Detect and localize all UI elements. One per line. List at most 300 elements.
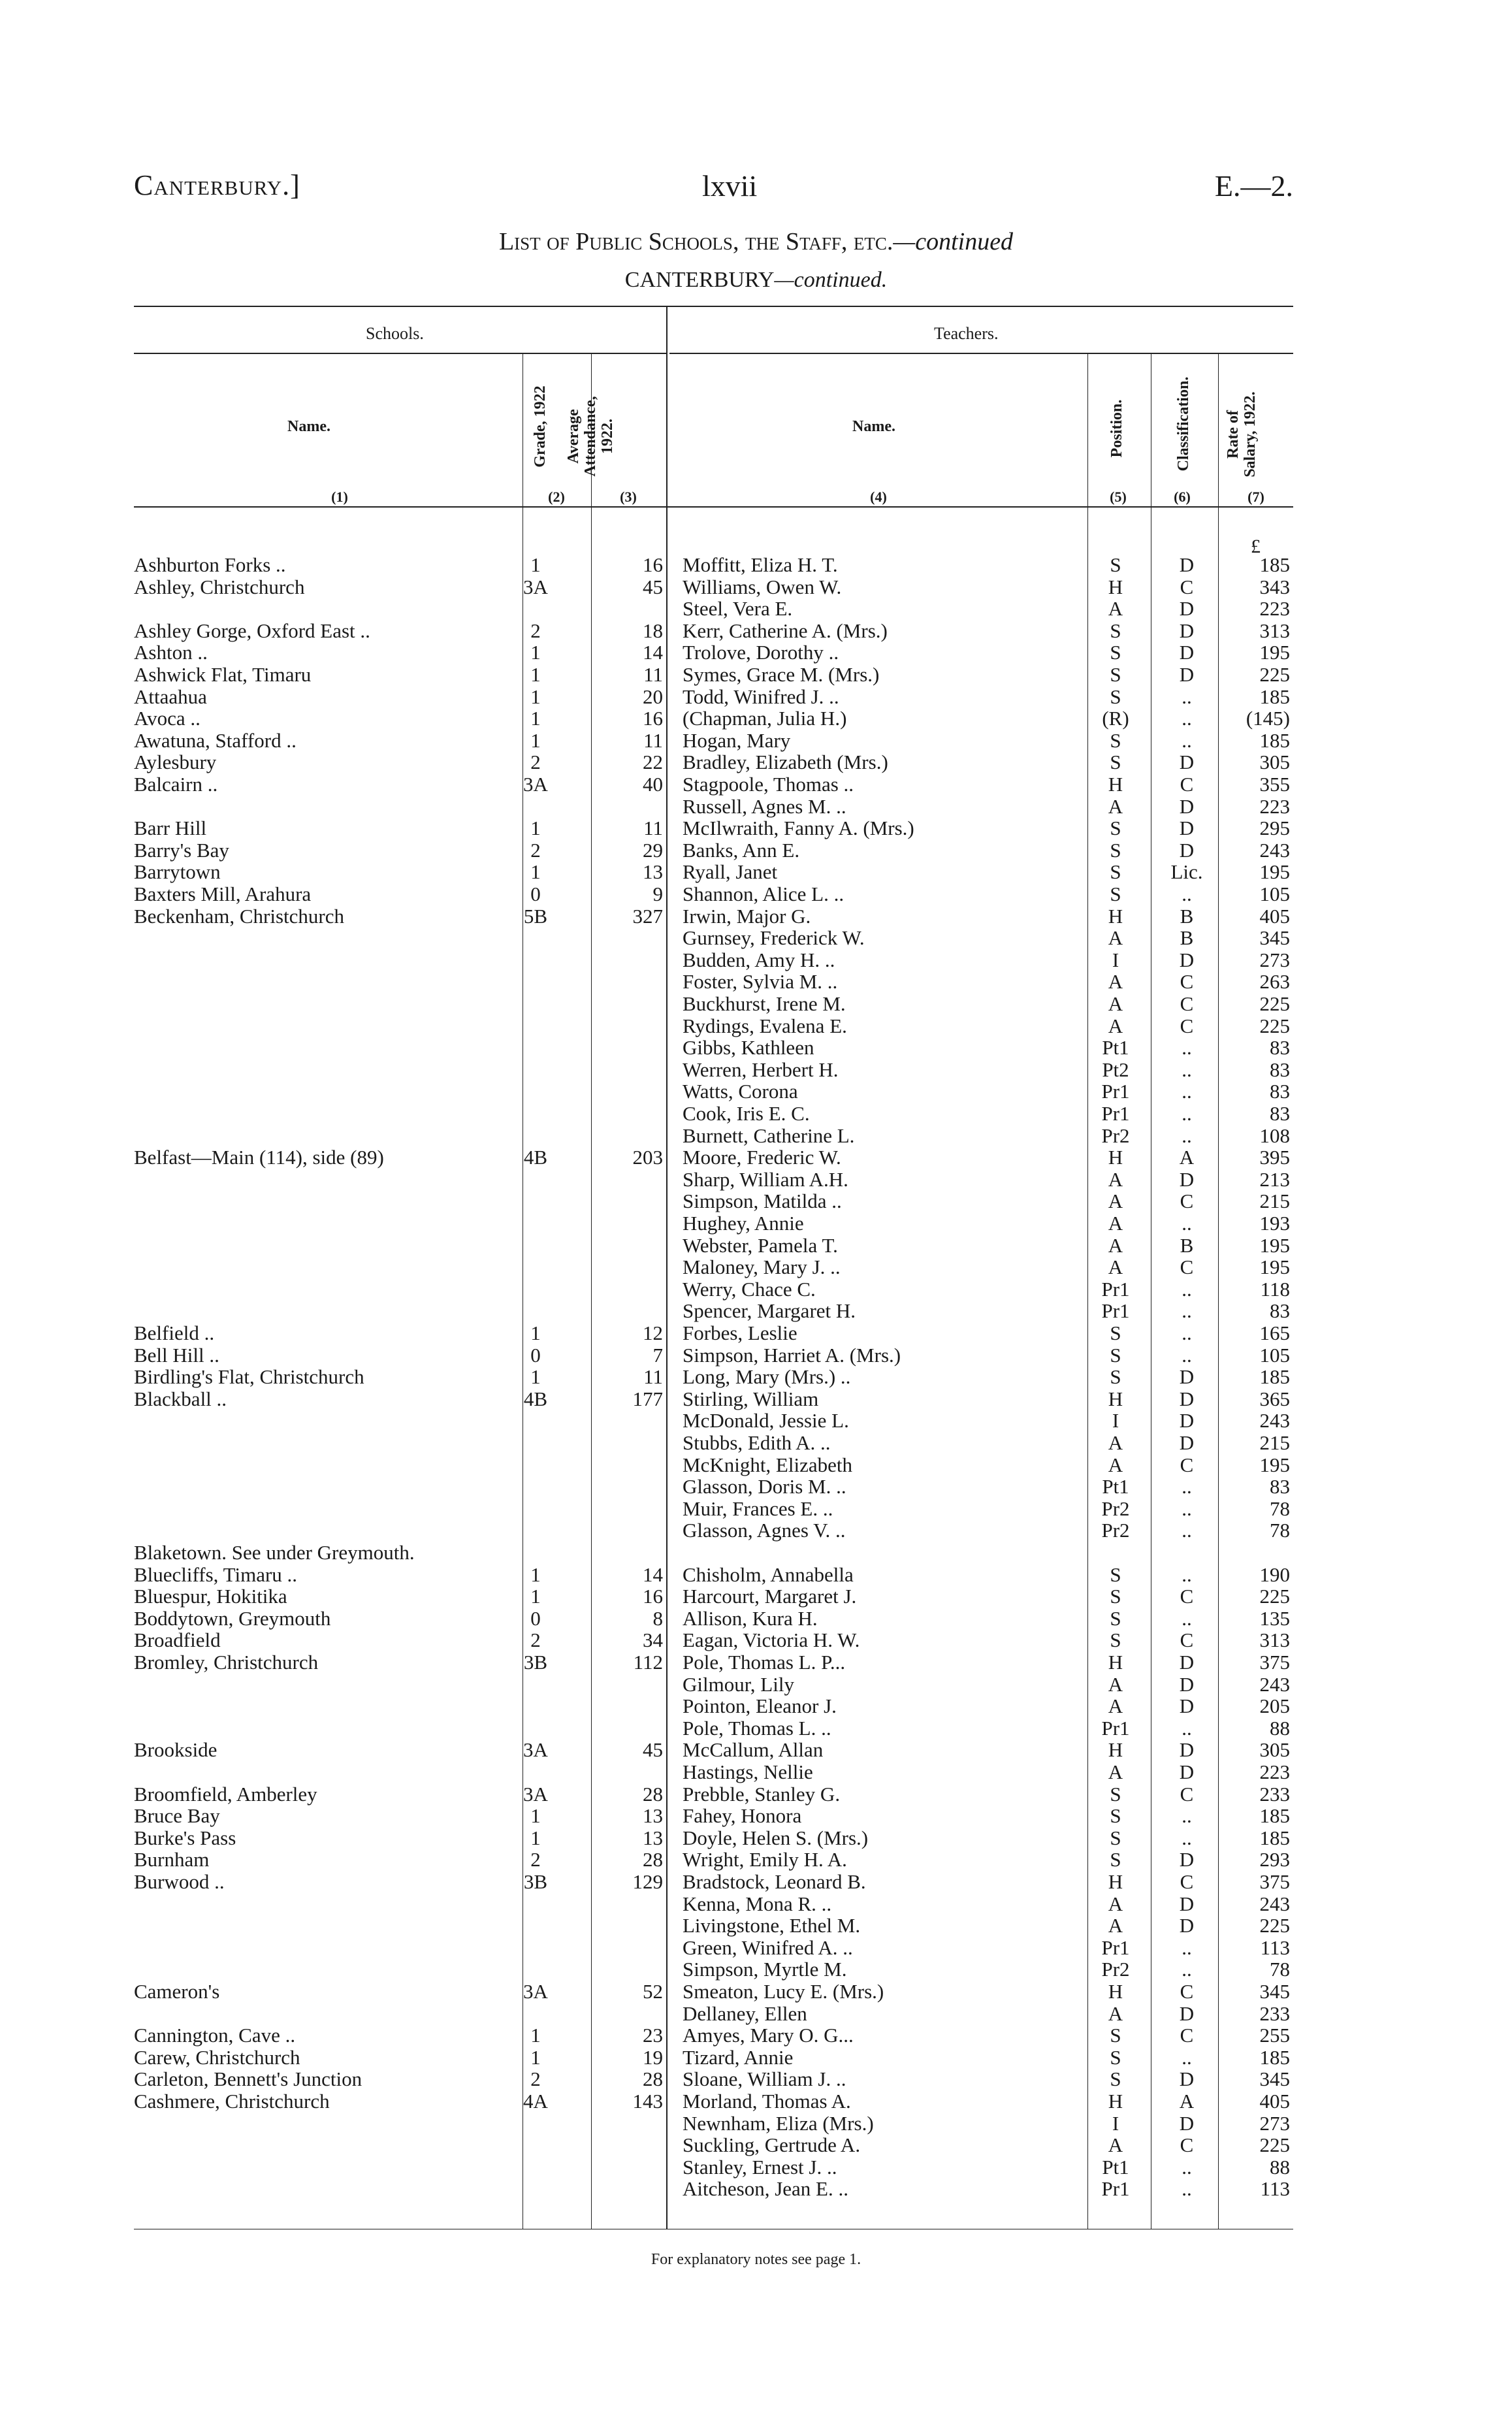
- school-name: Belfast—Main (114), side (89): [134, 1146, 384, 1169]
- teacher-position: S: [1110, 663, 1121, 686]
- table-row: [0, 1278, 1512, 1301]
- table-row: [0, 1519, 1512, 1542]
- teacher-classification: ..: [1182, 1936, 1192, 1959]
- teacher-position: S: [1110, 728, 1121, 752]
- teacher-classification: D: [1179, 597, 1195, 621]
- table-row: [0, 2003, 1512, 2025]
- school-name: Blackball ..: [134, 1387, 227, 1410]
- teacher-salary: 185: [1259, 2045, 1290, 2069]
- school-grade: 0: [530, 883, 541, 905]
- teacher-name: Werren, Herbert H.: [683, 1058, 839, 1081]
- teacher-salary: 225: [1259, 2133, 1290, 2157]
- teacher-position: S: [1110, 817, 1121, 840]
- teacher-name: Chisholm, Annabella: [683, 1563, 854, 1586]
- teacher-salary: 273: [1259, 2111, 1290, 2135]
- table-row: [0, 796, 1512, 818]
- table-row: [0, 1981, 1512, 2003]
- teacher-salary: (145): [1246, 707, 1290, 730]
- teachers-group-header: Teachers.: [934, 324, 999, 343]
- teacher-position: H: [1108, 1738, 1123, 1762]
- school-name: Bromley, Christchurch: [134, 1651, 319, 1674]
- teacher-position: Pr2: [1101, 1519, 1130, 1542]
- teacher-classification: C: [1180, 1256, 1194, 1279]
- teacher-classification: ..: [1182, 707, 1192, 730]
- teacher-salary: 83: [1270, 1036, 1290, 1060]
- teacher-position: H: [1108, 1387, 1123, 1410]
- teacher-classification: ..: [1182, 1080, 1192, 1103]
- teacher-position: I: [1112, 1409, 1119, 1433]
- teacher-name: Glasson, Agnes V. ..: [683, 1519, 846, 1542]
- school-grade: 2: [530, 1628, 541, 1652]
- col-number-1: (1): [331, 489, 348, 505]
- teacher-position: A: [1108, 1014, 1123, 1037]
- teacher-name: Moffitt, Eliza H. T.: [683, 553, 838, 576]
- teacher-salary: 225: [1259, 1914, 1290, 1937]
- school-grade: 1: [530, 2024, 541, 2047]
- school-grade: 1: [530, 728, 541, 752]
- school-grade: 2: [530, 2067, 541, 2091]
- school-name: Bluecliffs, Timaru ..: [134, 1563, 298, 1586]
- teacher-classification: C: [1180, 1980, 1194, 2003]
- school-grade: 3A: [523, 575, 548, 598]
- teacher-position: A: [1108, 1167, 1123, 1191]
- teacher-salary: 190: [1259, 1563, 1290, 1586]
- table-row: [0, 993, 1512, 1015]
- teacher-classification: D: [1179, 838, 1195, 862]
- teacher-position: S: [1110, 1563, 1121, 1586]
- table-row: [0, 1125, 1512, 1147]
- school-name: Cashmere, Christchurch: [134, 2090, 330, 2113]
- table-row: [0, 1410, 1512, 1432]
- teacher-classification: C: [1180, 1870, 1194, 1893]
- teacher-classification: C: [1180, 1782, 1194, 1806]
- teacher-salary: 185: [1259, 685, 1290, 708]
- school-name: Ashwick Flat, Timaru: [134, 663, 312, 686]
- school-name: Bruce Bay: [134, 1804, 220, 1828]
- teacher-salary: 83: [1270, 1102, 1290, 1125]
- school-attendance: 52: [643, 1980, 663, 2003]
- school-name: Ashburton Forks ..: [134, 553, 286, 576]
- teacher-classification: D: [1179, 2001, 1195, 2025]
- teacher-name: Stirling, William: [683, 1387, 819, 1410]
- attendance-header: Average Attendance, 1922.: [565, 396, 616, 477]
- teacher-salary: 405: [1259, 2090, 1290, 2113]
- teacher-name: Spencer, Margaret H.: [683, 1299, 856, 1323]
- salary-header: Rate of Salary, 1922.: [1225, 391, 1259, 478]
- table-row: [0, 686, 1512, 708]
- table-row: [0, 2090, 1512, 2113]
- teacher-classification: ..: [1182, 1102, 1192, 1125]
- school-attendance: 29: [643, 838, 663, 862]
- teacher-position: Pr1: [1101, 1102, 1130, 1125]
- table-row: [0, 1256, 1512, 1278]
- col-number-3: (3): [620, 489, 637, 505]
- teacher-salary: 223: [1259, 597, 1290, 621]
- school-name: Cameron's: [134, 1980, 220, 2003]
- teacher-name: McKnight, Elizabeth: [683, 1453, 852, 1476]
- teacher-position: S: [1110, 619, 1121, 642]
- teacher-classification: ..: [1182, 2155, 1192, 2179]
- teacher-salary: 105: [1259, 1343, 1290, 1367]
- table-row: [0, 2024, 1512, 2047]
- teacher-salary: 313: [1259, 619, 1290, 642]
- table-row: [0, 1827, 1512, 1849]
- teacher-classification: B: [1180, 926, 1194, 950]
- table-row: [0, 664, 1512, 686]
- teacher-name: Todd, Winifred J. ..: [683, 685, 839, 708]
- teacher-classification: A: [1179, 1146, 1195, 1169]
- school-name: Barrytown: [134, 860, 221, 884]
- school-grade: 0: [530, 1343, 541, 1367]
- teacher-name: Smeaton, Lucy E. (Mrs.): [683, 1980, 884, 2003]
- teachers-group-rule: [669, 353, 1293, 354]
- table-row: [0, 730, 1512, 752]
- teacher-classification: ..: [1182, 883, 1192, 905]
- school-grade: 1: [530, 817, 541, 840]
- teacher-salary: 78: [1270, 1958, 1290, 1981]
- teacher-position: Pt1: [1102, 2155, 1129, 2179]
- teacher-position: S: [1110, 1628, 1121, 1652]
- table-row: [0, 817, 1512, 839]
- school-attendance: 11: [643, 817, 663, 840]
- page-header-right: E.—2.: [1214, 169, 1293, 202]
- school-grade: 1: [530, 1365, 541, 1389]
- page-subtitle: [0, 268, 1512, 293]
- teacher-name: Foster, Sylvia M. ..: [683, 970, 838, 994]
- teacher-name: Allison, Kura H.: [683, 1606, 818, 1630]
- teacher-salary: 405: [1259, 904, 1290, 928]
- teacher-name: Harcourt, Margaret J.: [683, 1585, 857, 1608]
- school-grade: 0: [530, 1606, 541, 1630]
- schools-group-header: Schools.: [366, 324, 424, 343]
- table-row: [0, 1674, 1512, 1696]
- teacher-name: Burnett, Catherine L.: [683, 1124, 855, 1147]
- teacher-position: (R): [1102, 707, 1129, 730]
- teacher-name: Rydings, Evalena E.: [683, 1014, 847, 1037]
- table-row: [0, 949, 1512, 971]
- teacher-position: H: [1108, 575, 1123, 598]
- teacher-position: A: [1108, 1694, 1123, 1718]
- school-grade: 3A: [523, 1980, 548, 2003]
- school-grade: 2: [530, 838, 541, 862]
- teacher-classification: ..: [1182, 1475, 1192, 1498]
- teacher-classification: C: [1180, 1190, 1194, 1213]
- position-header: Position.: [1108, 399, 1125, 458]
- school-grade: 2: [530, 1848, 541, 1871]
- teacher-classification: D: [1179, 553, 1195, 576]
- table-row: [0, 751, 1512, 773]
- teacher-salary: 225: [1259, 992, 1290, 1015]
- teacher-classification: D: [1179, 1387, 1195, 1410]
- school-name: Broomfield, Amberley: [134, 1782, 317, 1806]
- teacher-classification: D: [1179, 1672, 1195, 1696]
- teacher-classification: D: [1179, 2067, 1195, 2091]
- teacher-position: Pr1: [1101, 1277, 1130, 1301]
- teacher-classification: D: [1179, 1167, 1195, 1191]
- teacher-classification: D: [1179, 619, 1195, 642]
- teacher-name: Gibbs, Kathleen: [683, 1036, 814, 1060]
- teacher-salary: 195: [1259, 641, 1290, 664]
- table-row: [0, 1212, 1512, 1235]
- teacher-salary: 193: [1259, 1212, 1290, 1235]
- teacher-name: Doyle, Helen S. (Mrs.): [683, 1826, 869, 1849]
- teacher-name: Kerr, Catherine A. (Mrs.): [683, 619, 888, 642]
- school-attendance: 16: [643, 707, 663, 730]
- teacher-classification: ..: [1182, 728, 1192, 752]
- teacher-name: Buckhurst, Irene M.: [683, 992, 846, 1015]
- teacher-position: S: [1110, 1782, 1121, 1806]
- table-row: [0, 2178, 1512, 2200]
- teacher-salary: 195: [1259, 1256, 1290, 1279]
- school-grade: 3A: [523, 1782, 548, 1806]
- school-grade: 2: [530, 619, 541, 642]
- teacher-salary: 105: [1259, 883, 1290, 905]
- teacher-position: H: [1108, 1980, 1123, 2003]
- table-row: [0, 620, 1512, 642]
- school-grade: 3B: [523, 1651, 548, 1674]
- col-number-5: (5): [1110, 489, 1127, 505]
- teacher-classification: ..: [1182, 1321, 1192, 1344]
- teacher-name: Gurnsey, Frederick W.: [683, 926, 865, 950]
- table-top-rule: [134, 306, 1293, 307]
- school-attendance: 9: [652, 883, 663, 905]
- teacher-classification: D: [1179, 948, 1195, 971]
- teacher-classification: D: [1179, 1738, 1195, 1762]
- table-row: [0, 707, 1512, 730]
- teacher-salary: 295: [1259, 817, 1290, 840]
- teacher-position: S: [1110, 1826, 1121, 1849]
- schools-group-rule: [134, 353, 666, 354]
- teacher-name: Stanley, Ernest J. ..: [683, 2155, 837, 2179]
- subtitle-main: CANTERBURY: [624, 268, 775, 292]
- teacher-salary: 205: [1259, 1694, 1290, 1718]
- table-row: [0, 1015, 1512, 1037]
- teacher-classification: D: [1179, 1365, 1195, 1389]
- teacher-classification: ..: [1182, 1958, 1192, 1981]
- school-name: Cannington, Cave ..: [134, 2024, 296, 2047]
- teacher-name: Symes, Grace M. (Mrs.): [683, 663, 880, 686]
- teacher-salary: 343: [1259, 575, 1290, 598]
- teacher-classification: D: [1179, 1651, 1195, 1674]
- teacher-name: Hogan, Mary: [683, 728, 791, 752]
- teacher-salary: 263: [1259, 970, 1290, 994]
- teacher-position: Pr1: [1101, 1080, 1130, 1103]
- school-name: Brookside: [134, 1738, 217, 1762]
- school-grade: 1: [530, 1563, 541, 1586]
- school-name: Belfield ..: [134, 1321, 215, 1344]
- teacher-name: Aitcheson, Jean E. ..: [683, 2177, 848, 2201]
- page-number: lxvii: [702, 169, 758, 202]
- school-grade: 1: [530, 707, 541, 730]
- teacher-name: Pole, Thomas L. ..: [683, 1716, 831, 1740]
- teacher-classification: D: [1179, 794, 1195, 818]
- teacher-salary: 345: [1259, 1980, 1290, 2003]
- teacher-salary: 305: [1259, 751, 1290, 774]
- teacher-name: Irwin, Major G.: [683, 904, 811, 928]
- teacher-classification: ..: [1182, 1299, 1192, 1323]
- teacher-classification: C: [1180, 575, 1194, 598]
- teacher-name: Werry, Chace C.: [683, 1277, 816, 1301]
- teacher-position: Pr2: [1101, 1497, 1130, 1520]
- teacher-position: S: [1110, 2067, 1121, 2091]
- teacher-salary: 215: [1259, 1190, 1290, 1213]
- school-attendance: 13: [643, 860, 663, 884]
- teacher-position: H: [1108, 773, 1123, 796]
- table-row: [0, 1454, 1512, 1476]
- teacher-position: H: [1108, 1870, 1123, 1893]
- teacher-salary: 135: [1259, 1606, 1290, 1630]
- school-attendance: 20: [643, 685, 663, 708]
- teacher-name: Amyes, Mary O. G...: [683, 2024, 854, 2047]
- school-name: Carleton, Bennett's Junction: [134, 2067, 362, 2091]
- teacher-classification: ..: [1182, 1212, 1192, 1235]
- teacher-salary: 365: [1259, 1387, 1290, 1410]
- teacher-position: S: [1110, 2045, 1121, 2069]
- col-number-6: (6): [1174, 489, 1191, 505]
- teacher-name: Simpson, Myrtle M.: [683, 1958, 847, 1981]
- table-row: [0, 1476, 1512, 1498]
- teacher-position: A: [1108, 1453, 1123, 1476]
- teacher-position: Pr1: [1101, 1936, 1130, 1959]
- school-attendance: 13: [643, 1826, 663, 1849]
- school-name: Birdling's Flat, Christchurch: [134, 1365, 364, 1389]
- teacher-classification: ..: [1182, 1563, 1192, 1586]
- teacher-name: Bradley, Elizabeth (Mrs.): [683, 751, 888, 774]
- school-name: Bell Hill ..: [134, 1343, 219, 1367]
- teacher-position: A: [1108, 1431, 1123, 1454]
- teacher-position: A: [1108, 2133, 1123, 2157]
- school-grade: 1: [530, 860, 541, 884]
- teacher-position: I: [1112, 2111, 1119, 2135]
- teacher-position: S: [1110, 838, 1121, 862]
- school-name: Ashley, Christchurch: [134, 575, 305, 598]
- table-row: [0, 2047, 1512, 2069]
- teacher-name: Livingstone, Ethel M.: [683, 1914, 861, 1937]
- table-row: [0, 2113, 1512, 2135]
- grade-header: Grade, 1922: [532, 385, 549, 468]
- teacher-classification: ..: [1182, 1519, 1192, 1542]
- teacher-name: Green, Winifred A. ..: [683, 1936, 853, 1959]
- table-row: [0, 2156, 1512, 2179]
- table-row: [0, 1629, 1512, 1651]
- school-attendance: 23: [643, 2024, 663, 2047]
- table-row: [0, 1103, 1512, 1125]
- table-row: [0, 773, 1512, 796]
- school-name: Attaahua: [134, 685, 207, 708]
- teacher-position: Pr1: [1101, 1716, 1130, 1740]
- teacher-position: Pr2: [1101, 1124, 1130, 1147]
- school-grade: 1: [530, 2045, 541, 2069]
- teacher-name: Simpson, Matilda ..: [683, 1190, 842, 1213]
- school-grade: 1: [530, 1321, 541, 1344]
- teacher-salary: 313: [1259, 1628, 1290, 1652]
- school-name: Burwood ..: [134, 1870, 225, 1893]
- school-name: Ashley Gorge, Oxford East ..: [134, 619, 370, 642]
- teacher-salary: 243: [1259, 838, 1290, 862]
- teacher-position: S: [1110, 751, 1121, 774]
- teacher-name: Eagan, Victoria H. W.: [683, 1628, 860, 1652]
- teacher-position: A: [1108, 2001, 1123, 2025]
- school-attendance: 11: [643, 663, 663, 686]
- teacher-position: S: [1110, 1365, 1121, 1389]
- teacher-name: McCallum, Allan: [683, 1738, 824, 1762]
- teacher-salary: 375: [1259, 1651, 1290, 1674]
- table-row: [0, 1432, 1512, 1454]
- col-number-4: (4): [870, 489, 887, 505]
- school-attendance: 18: [643, 619, 663, 642]
- teacher-salary: 195: [1259, 860, 1290, 884]
- teacher-position: A: [1108, 597, 1123, 621]
- table-row: [0, 2068, 1512, 2090]
- teacher-salary: 185: [1259, 1826, 1290, 1849]
- teacher-name: Ryall, Janet: [683, 860, 778, 884]
- teacher-position: A: [1108, 926, 1123, 950]
- teacher-classification: D: [1179, 817, 1195, 840]
- teacher-name: Dellaney, Ellen: [683, 2001, 807, 2025]
- teacher-name: Wright, Emily H. A.: [683, 1848, 847, 1871]
- teacher-name: Stagpoole, Thomas ..: [683, 773, 854, 796]
- teacher-name: Maloney, Mary J. ..: [683, 1256, 841, 1279]
- teacher-classification: D: [1179, 1409, 1195, 1433]
- table-row: [0, 598, 1512, 620]
- teacher-salary: 243: [1259, 1409, 1290, 1433]
- teacher-position: A: [1108, 1672, 1123, 1696]
- teacher-position: S: [1110, 2024, 1121, 2047]
- school-attendance: 19: [643, 2045, 663, 2069]
- footnote: For explanatory notes see page 1.: [651, 2251, 861, 2268]
- school-name: Boddytown, Greymouth: [134, 1606, 331, 1630]
- teacher-salary: 375: [1259, 1870, 1290, 1893]
- teacher-salary: 185: [1259, 1804, 1290, 1828]
- school-name: Carew, Christchurch: [134, 2045, 300, 2069]
- school-attendance: 7: [652, 1343, 663, 1367]
- teacher-name: Sharp, William A.H.: [683, 1167, 848, 1191]
- teacher-salary: 395: [1259, 1146, 1290, 1169]
- school-name: Baxters Mill, Arahura: [134, 883, 312, 905]
- school-attendance: 13: [643, 1804, 663, 1828]
- school-attendance: 12: [643, 1321, 663, 1344]
- teacher-classification: D: [1179, 1892, 1195, 1915]
- table-row: [0, 1080, 1512, 1103]
- teacher-salary: 83: [1270, 1475, 1290, 1498]
- teacher-classification: C: [1180, 970, 1194, 994]
- teacher-classification: D: [1179, 1914, 1195, 1937]
- teacher-salary: 78: [1270, 1497, 1290, 1520]
- table-row: [0, 1937, 1512, 1959]
- page-title: [0, 227, 1512, 256]
- table-row: [0, 1235, 1512, 1257]
- teacher-classification: ..: [1182, 2177, 1192, 2201]
- teacher-classification: ..: [1182, 1497, 1192, 1520]
- table-row: [0, 1585, 1512, 1608]
- teacher-salary: 88: [1270, 1716, 1290, 1740]
- table-row: [0, 1037, 1512, 1059]
- teacher-position: Pr1: [1101, 1299, 1130, 1323]
- school-name: Barry's Bay: [134, 838, 229, 862]
- teacher-classification: D: [1179, 751, 1195, 774]
- teacher-name: Bradstock, Leonard B.: [683, 1870, 866, 1893]
- table-row: [0, 1169, 1512, 1191]
- table-row: [0, 1739, 1512, 1761]
- school-grade: 1: [530, 1804, 541, 1828]
- teacher-position: S: [1110, 1321, 1121, 1344]
- teacher-classification: B: [1180, 904, 1194, 928]
- teacher-name-header: Name.: [852, 418, 895, 435]
- table-row: [0, 1344, 1512, 1367]
- teacher-salary: 195: [1259, 1233, 1290, 1257]
- teacher-classification: A: [1179, 2090, 1195, 2113]
- teacher-salary: 88: [1270, 2155, 1290, 2179]
